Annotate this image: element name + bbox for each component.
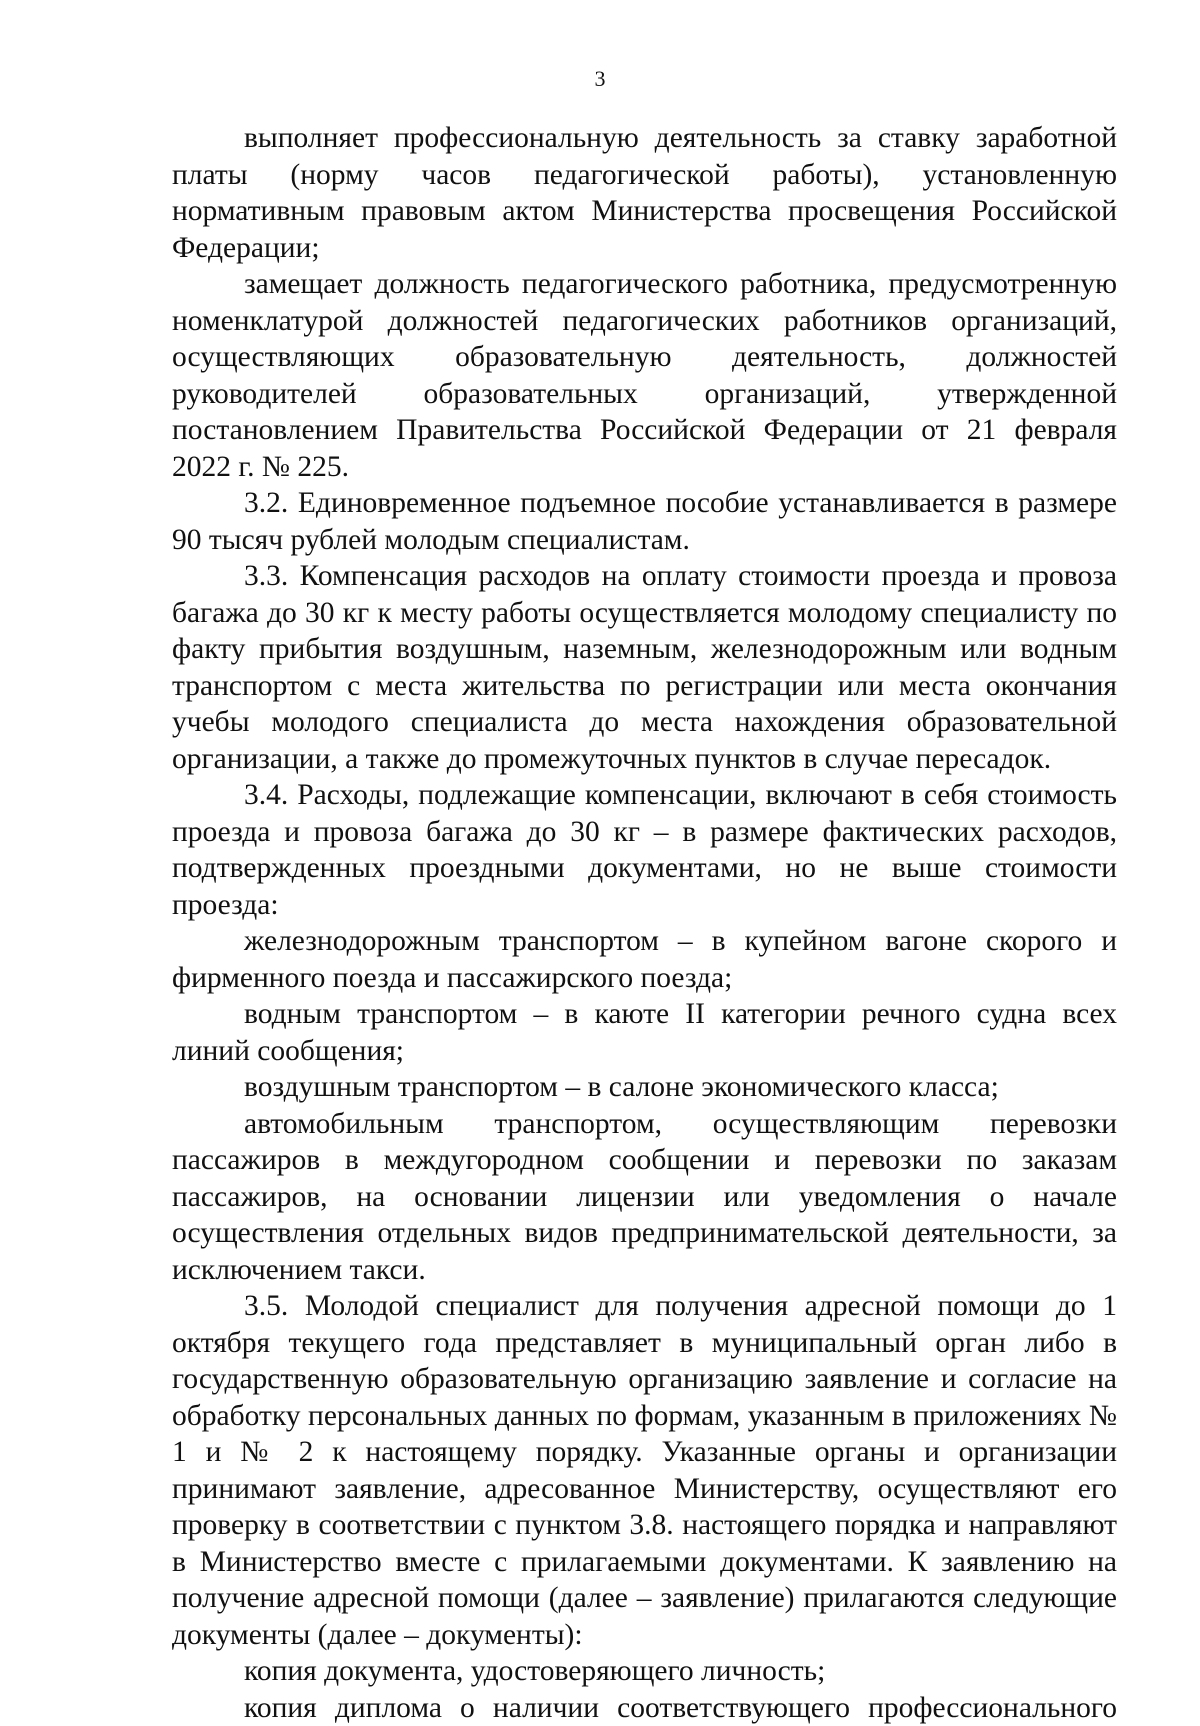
paragraph-air-transport: воздушным транспортом – в салоне экономического класса; <box>172 1069 1117 1106</box>
paragraph-3-2-lump-sum: 3.2. Единовременное подъемное пособие устанавливается в размере 90 тысяч рублей молодым специалистам. <box>172 485 1117 558</box>
document-body <box>172 120 1117 1726</box>
paragraph-id-copy: копия документа, удостоверяющего личность; <box>172 1653 1117 1690</box>
paragraph-3-4-expenses: 3.4. Расходы, подлежащие компенсации, включают в себя стоимость проезда и провоза багажа до 30 кг – в размере фактических расходов, подтвержденных проездными документами, но не выше стоимости проезда: <box>172 777 1117 923</box>
paragraph-rail-transport: железнодорожным транспортом – в купейном вагоне скорого и фирменного поезда и пассажирского поезда; <box>172 923 1117 996</box>
paragraph-road-transport: автомобильным транспортом, осуществляющим перевозки пассажиров в междугородном сообщении и перевозки по заказам пассажиров, на основании лицензии или уведомления о начале осуществления отдельных видов предпринимательской деятельности, за исключением такси. <box>172 1106 1117 1289</box>
paragraph-3-5-application: 3.5. Молодой специалист для получения адресной помощи до 1 октября текущего года представляет в муниципальный орган либо в государственную образовательную организацию заявление и согласие на обработку персональных данных по формам, указанным в приложениях № 1 и № 2 к настоящему порядку. Указанные органы и организации принимают заявление, адресованное Министерству, осуществляют его проверку в соответствии с пунктом 3.8. настоящего порядка и направляют в Министерство вместе с прилагаемыми документами. К заявлению на получение адресной помощи (далее – заявление) прилагаются следующие документы (далее – документы): <box>172 1288 1117 1653</box>
page-number: 3 <box>0 66 1200 92</box>
paragraph-position-nomenclature: замещает должность педагогического работника, предусмотренную номенклатурой должностей педагогических работников организаций, осуществляющих образовательную деятельность, должностей руководителей образовательных организаций, утвержденной постановлением Правительства Российской Федерации от 21 февраля 2022 г. № 225. <box>172 266 1117 485</box>
paragraph-3-3-travel-compensation: 3.3. Компенсация расходов на оплату стоимости проезда и провоза багажа до 30 кг к месту работы осуществляется молодому специалисту по факту прибытия воздушным, наземным, железнодорожным или водным транспортом с места жительства по регистрации или места окончания учебы молодого специалиста до места нахождения образовательной организации, а также до промежуточных пунктов в случае пересадок. <box>172 558 1117 777</box>
paragraph-qualification-rate: выполняет профессиональную деятельность за ставку заработной платы (норму часов педагогической работы), установленную нормативным правовым актом Министерства просвещения Российской Федерации; <box>172 120 1117 266</box>
paragraph-diploma-copy: копия диплома о наличии соответствующего профессионального <box>172 1690 1117 1726</box>
paragraph-water-transport: водным транспортом – в каюте II категории речного судна всех линий сообщения; <box>172 996 1117 1069</box>
